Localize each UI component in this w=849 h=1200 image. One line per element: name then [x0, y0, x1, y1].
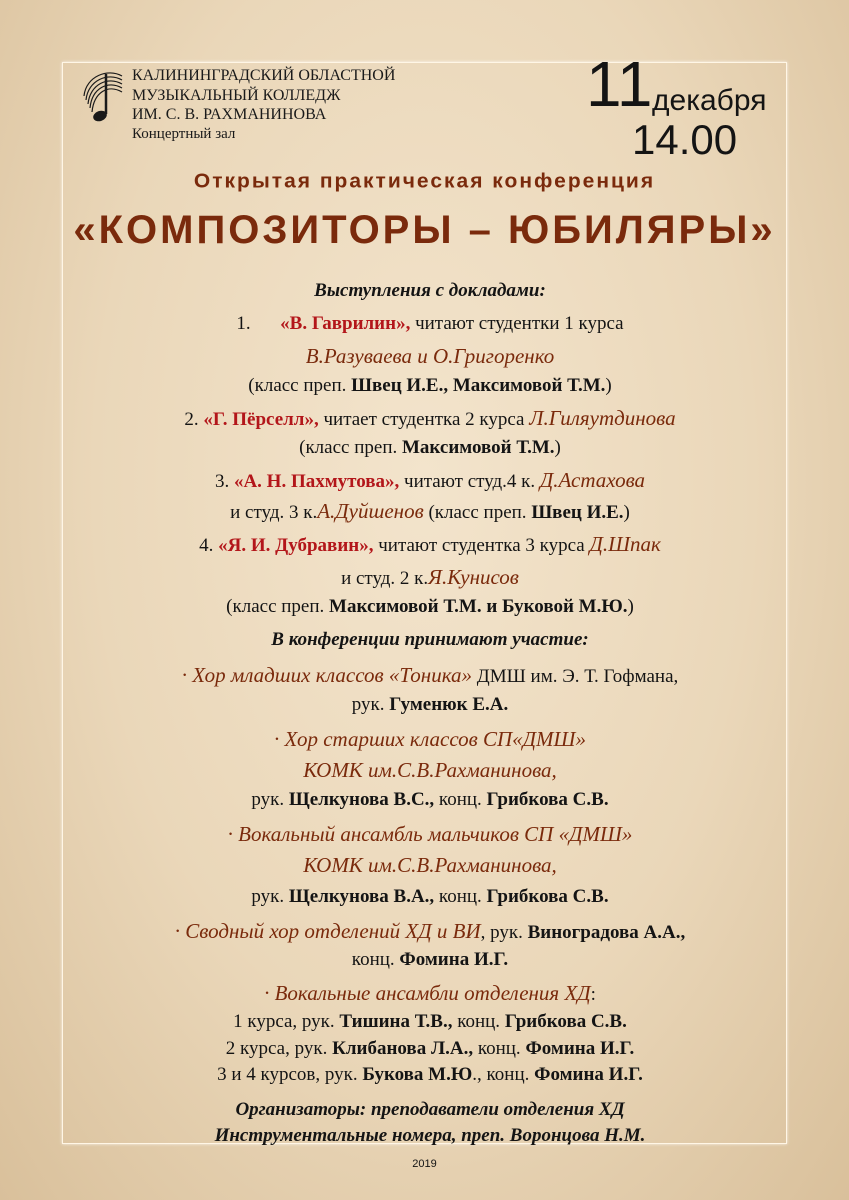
organizers: Организаторы: преподаватели отделения ХД	[235, 1099, 625, 1120]
report-3-student2: А.Дуйшенов	[317, 499, 424, 523]
participant-1-text: ДМШ им. Э. Т. Гофмана,	[472, 666, 679, 687]
report-1-number: 1.	[236, 313, 251, 334]
report-2-class	[80, 437, 780, 468]
participant-2-lead	[80, 789, 780, 822]
reports-heading: Выступления с докладами:	[314, 280, 546, 301]
report-1	[80, 313, 780, 344]
course-2-conc-pre: конц.	[473, 1038, 526, 1059]
report-1-class	[80, 375, 780, 406]
report-4-student2: Я.Кунисов	[428, 565, 519, 589]
report-1-class-pre: (класс преп.	[248, 375, 352, 396]
report-4	[80, 532, 780, 565]
participant-4-conc	[80, 949, 780, 981]
report-2	[80, 406, 780, 437]
participant-3-conc-pre: конц.	[434, 886, 487, 907]
report-1-text: читают студентки 1 курса	[410, 313, 624, 334]
participant-5	[80, 981, 780, 1011]
event-day: 11	[586, 48, 653, 120]
participant-4-leader: Виноградова А.А.,	[527, 922, 686, 943]
report-1-class-post: )	[605, 375, 612, 396]
participant-4-lead-pre: , рук.	[480, 922, 528, 943]
report-4-class-post: )	[627, 596, 634, 617]
participant-4	[80, 919, 780, 949]
participant-3-leader: Щелкунова В.А.,	[288, 886, 435, 907]
report-1-topic: «В. Гаврилин»,	[280, 313, 411, 334]
concert-hall: Концертный зал	[132, 125, 236, 142]
course-2-pre: 2 курса, рук.	[225, 1038, 333, 1059]
report-4-number: 4.	[199, 535, 219, 556]
participant-2-accompanist: Грибкова С.В.	[486, 789, 609, 810]
college-line-1: КАЛИНИНГРАДСКИЙ ОБЛАСТНОЙ	[132, 67, 396, 84]
report-4-class-pre: (класс преп.	[226, 596, 330, 617]
report-4-line2	[80, 565, 780, 596]
participant-2-lead-pre: рук.	[251, 789, 289, 810]
report-2-class-pre: (класс преп.	[299, 437, 402, 458]
report-2-teachers: Максимовой Т.М.	[401, 437, 555, 458]
report-4-text: читают студентка 3 курса	[373, 535, 590, 556]
participant-3-lead-pre: рук.	[251, 886, 289, 907]
report-2-student: Л.Гиляутдинова	[529, 406, 676, 430]
participant-4-conc-pre: конц.	[351, 949, 400, 970]
participant-4-accompanist: Фомина И.Г.	[399, 949, 509, 970]
course-3-accompanist: Фомина И.Г.	[534, 1064, 643, 1085]
event-time: 14.00	[632, 116, 738, 163]
participant-2-leader: Щелкунова В.С.,	[288, 789, 435, 810]
music-note-icon	[78, 66, 128, 128]
report-1-teachers: Швец И.Е., Максимовой Т.М.	[351, 375, 606, 396]
report-2-text: читает студентка 2 курса	[318, 409, 530, 430]
participant-5-name: · Вокальные ансамбли отделения ХД	[264, 981, 591, 1005]
participant-5-course-1	[80, 1011, 780, 1038]
report-3-line2	[80, 499, 780, 532]
participant-5-course-3	[80, 1064, 780, 1099]
report-2-topic: «Г. Пёрселл»,	[203, 409, 319, 430]
conference-title: «КОМПОЗИТОРЫ – ЮБИЛЯРЫ»	[73, 208, 776, 252]
participant-1	[80, 663, 780, 694]
year: 2019	[412, 1158, 437, 1170]
course-1-pre: 1 курса, рук.	[233, 1011, 340, 1032]
course-1-conc-pre: конц.	[452, 1011, 505, 1032]
college-line-2: МУЗЫКАЛЬНЫЙ КОЛЛЕДЖ	[132, 86, 341, 104]
report-4-text2: и студ. 2 к.	[341, 568, 429, 589]
course-1-accompanist: Грибкова С.В.	[504, 1011, 627, 1032]
report-1-students: В.Разуваева и О.Григоренко	[305, 344, 555, 368]
participant-1-lead-pre: рук.	[351, 694, 390, 715]
college-name	[132, 66, 395, 144]
course-2-leader: Клибанова Л.А.,	[332, 1038, 474, 1059]
participant-5-colon: :	[590, 984, 596, 1005]
participant-2-name2: КОМК им.С.В.Рахманинова,	[303, 758, 557, 782]
report-2-class-post: )	[554, 437, 561, 458]
course-3-mid: ., конц.	[472, 1064, 535, 1085]
report-3-text2: и студ. 3 к.	[230, 502, 318, 523]
participants-heading: В конференции принимают участие:	[271, 629, 589, 650]
report-3-class-pre: (класс преп.	[423, 502, 532, 523]
report-4-topic: «Я. И. Дубравин»,	[218, 535, 374, 556]
report-3-teachers: Швец И.Е.	[531, 502, 624, 523]
participant-1-name: · Хор младших классов «Тоника»	[181, 663, 473, 687]
report-3-number: 3.	[214, 471, 234, 492]
conference-subtitle: Открытая практическая конференция	[193, 170, 656, 193]
report-3-student: Д.Астахова	[539, 468, 646, 492]
report-4-class	[80, 596, 780, 629]
participant-3-name2: КОМК им.С.В.Рахманинова,	[303, 853, 557, 877]
participant-3-name: · Вокальный ансамбль мальчиков СП «ДМШ»	[227, 822, 633, 846]
course-2-accompanist: Фомина И.Г.	[525, 1038, 635, 1059]
participant-5-course-2	[80, 1038, 780, 1064]
participant-3-lead	[80, 886, 780, 919]
participant-4-name: · Сводный хор отделений ХД и ВИ	[174, 919, 481, 943]
participant-2-name: · Хор старших классов СП«ДМШ»	[274, 727, 586, 751]
course-1-leader: Тишина Т.В.,	[339, 1011, 453, 1032]
program	[80, 280, 780, 1151]
participant-1-lead	[80, 694, 780, 727]
instrumental-numbers: Инструментальные номера, преп. Воронцова Н.М.	[214, 1125, 646, 1146]
event-month: декабря	[652, 84, 767, 117]
report-3-topic: «А. Н. Пахмутова»,	[233, 471, 400, 492]
participant-3-accompanist: Грибкова С.В.	[486, 886, 609, 907]
report-3-class-post: )	[623, 502, 630, 523]
report-3	[80, 468, 780, 499]
report-4-student: Д.Шпак	[589, 532, 661, 556]
course-3-leader: Букова М.Ю	[362, 1064, 473, 1085]
event-date	[580, 48, 790, 163]
college-line-3: ИМ. С. В. РАХМАНИНОВА	[132, 106, 327, 123]
participant-2-conc-pre: конц.	[434, 789, 487, 810]
report-4-teachers: Максимовой Т.М. и Буковой М.Ю.	[329, 596, 628, 617]
course-3-pre: 3 и 4 курсов, рук.	[217, 1064, 363, 1085]
report-2-number: 2.	[184, 409, 204, 430]
report-3-text: читают студ.4 к.	[399, 471, 540, 492]
participant-1-leader: Гуменюк Е.А.	[389, 694, 509, 715]
